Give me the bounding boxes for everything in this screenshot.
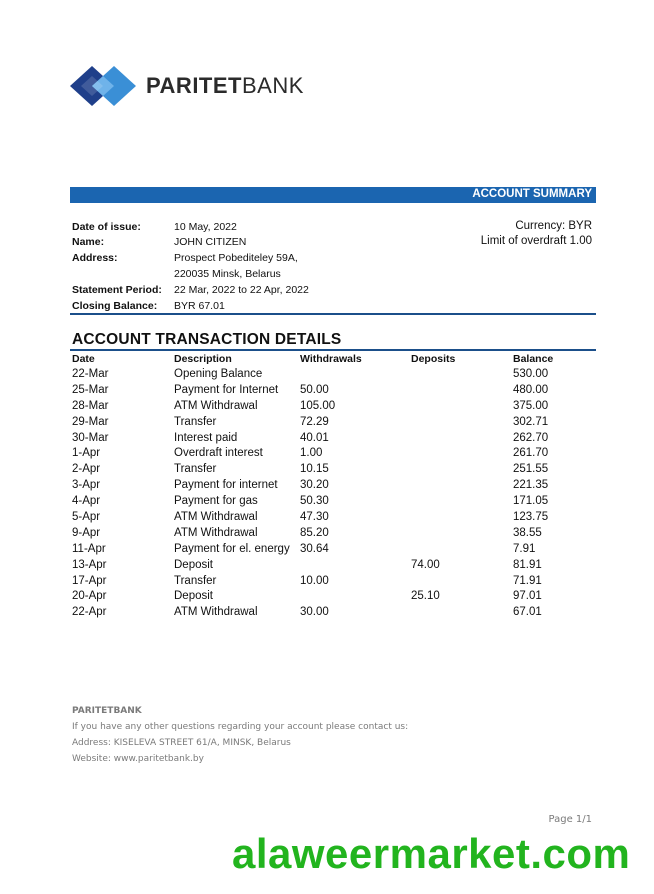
row-date: 22-Mar bbox=[72, 368, 109, 380]
table-row bbox=[0, 447, 654, 463]
row-balance: 38.55 bbox=[513, 526, 542, 539]
table-row bbox=[0, 479, 654, 495]
row-balance: 67.01 bbox=[513, 606, 542, 619]
row-withdrawal: 72.29 bbox=[300, 415, 329, 428]
overdraft-limit: Limit of overdraft 1.00 bbox=[480, 235, 592, 247]
page-number: Page 1/1 bbox=[548, 814, 592, 825]
footer-bank-name: PARITETBANK bbox=[72, 706, 142, 716]
row-description: Interest paid bbox=[174, 431, 238, 444]
row-date: 30-Mar bbox=[72, 431, 109, 444]
statement-period-value: 22 Mar, 2022 to 22 Apr, 2022 bbox=[174, 284, 309, 296]
date-of-issue-label: Date of issue: bbox=[72, 221, 141, 233]
row-date: 3-Apr bbox=[72, 479, 101, 492]
row-withdrawal: 40.01 bbox=[300, 431, 329, 444]
row-withdrawal: 10.00 bbox=[300, 574, 329, 587]
row-date: 17-Apr bbox=[72, 574, 107, 587]
table-row bbox=[0, 416, 654, 432]
row-deposit: 74.00 bbox=[411, 558, 440, 571]
row-balance: 262.70 bbox=[513, 431, 549, 444]
address-line1: Prospect Pobediteley 59A, bbox=[174, 252, 298, 264]
header-balance: Balance bbox=[513, 353, 554, 365]
row-balance: 81.91 bbox=[513, 558, 542, 571]
row-withdrawal: 10.15 bbox=[300, 463, 329, 476]
row-withdrawal: 30.20 bbox=[300, 479, 329, 492]
row-description: Opening Balance bbox=[174, 368, 263, 380]
address-label: Address: bbox=[72, 252, 118, 264]
row-description: Payment for internet bbox=[174, 479, 278, 492]
row-description: Transfer bbox=[174, 463, 217, 476]
date-of-issue-value: 10 May, 2022 bbox=[174, 221, 237, 233]
footer bbox=[72, 703, 408, 767]
footer-website: Website: www.paritetbank.by bbox=[72, 754, 204, 764]
row-date: 25-Mar bbox=[72, 383, 109, 396]
row-description: Deposit bbox=[174, 590, 213, 603]
account-summary-bar bbox=[70, 187, 596, 203]
name-label: Name: bbox=[72, 236, 105, 248]
row-date: 9-Apr bbox=[72, 526, 101, 539]
row-description: ATM Withdrawal bbox=[174, 399, 258, 412]
table-row bbox=[0, 606, 654, 622]
row-date: 2-Apr bbox=[72, 463, 101, 476]
row-date: 4-Apr bbox=[72, 495, 101, 508]
transactions-table bbox=[0, 368, 654, 622]
table-row bbox=[0, 527, 654, 543]
row-description: Payment for Internet bbox=[174, 383, 279, 396]
address-line2: 220035 Minsk, Belarus bbox=[174, 268, 281, 280]
row-balance: 221.35 bbox=[513, 479, 549, 492]
row-description: ATM Withdrawal bbox=[174, 511, 258, 524]
currency: Currency: BYR bbox=[515, 220, 592, 232]
header-description: Description bbox=[174, 353, 232, 365]
row-balance: 375.00 bbox=[513, 399, 549, 412]
bank-logo bbox=[68, 62, 304, 110]
row-withdrawal: 85.20 bbox=[300, 526, 329, 539]
row-withdrawal: 30.64 bbox=[300, 542, 329, 555]
header-deposits: Deposits bbox=[411, 353, 456, 365]
footer-address: Address: KISELEVA STREET 61/A, MINSK, Belarus bbox=[72, 738, 291, 748]
row-withdrawal: 30.00 bbox=[300, 606, 329, 619]
bank-logo-icon bbox=[68, 62, 138, 110]
table-row bbox=[0, 495, 654, 511]
row-withdrawal: 105.00 bbox=[300, 399, 336, 412]
row-date: 13-Apr bbox=[72, 558, 107, 571]
row-balance: 251.55 bbox=[513, 463, 549, 476]
table-row bbox=[0, 432, 654, 448]
watermark: alaweermarket.com bbox=[232, 830, 631, 877]
row-description: Payment for gas bbox=[174, 495, 258, 508]
table-row bbox=[0, 543, 654, 559]
closing-balance-label: Closing Balance: bbox=[72, 300, 158, 312]
row-description: Deposit bbox=[174, 558, 213, 571]
footer-contact: If you have any other questions regarding your account please contact us: bbox=[72, 722, 409, 732]
transactions-title: ACCOUNT TRANSACTION DETAILS bbox=[72, 331, 342, 348]
statement-period-label: Statement Period: bbox=[72, 284, 162, 296]
row-balance: 97.01 bbox=[513, 590, 542, 603]
table-row bbox=[0, 368, 654, 384]
table-row bbox=[0, 384, 654, 400]
row-description: ATM Withdrawal bbox=[174, 526, 258, 539]
row-description: Overdraft interest bbox=[174, 447, 263, 460]
table-row bbox=[0, 590, 654, 606]
table-row bbox=[0, 400, 654, 416]
row-balance: 480.00 bbox=[513, 383, 549, 396]
row-date: 20-Apr bbox=[72, 590, 107, 603]
table-row bbox=[0, 575, 654, 591]
row-withdrawal: 1.00 bbox=[300, 447, 323, 460]
transactions-divider bbox=[70, 349, 596, 351]
table-row bbox=[0, 463, 654, 479]
row-balance: 530.00 bbox=[513, 368, 549, 380]
row-description: ATM Withdrawal bbox=[174, 606, 258, 619]
row-date: 5-Apr bbox=[72, 511, 101, 524]
row-date: 29-Mar bbox=[72, 415, 109, 428]
table-row bbox=[0, 559, 654, 575]
row-date: 22-Apr bbox=[72, 606, 107, 619]
row-description: Transfer bbox=[174, 415, 217, 428]
row-date: 1-Apr bbox=[72, 447, 101, 460]
table-row bbox=[0, 511, 654, 527]
header-date: Date bbox=[72, 353, 95, 365]
row-withdrawal: 50.00 bbox=[300, 383, 329, 396]
summary-divider bbox=[70, 313, 596, 315]
row-balance: 7.91 bbox=[513, 542, 536, 555]
header-withdrawals: Withdrawals bbox=[300, 353, 362, 365]
row-withdrawal: 50.30 bbox=[300, 495, 329, 508]
row-date: 28-Mar bbox=[72, 399, 109, 412]
row-balance: 302.71 bbox=[513, 415, 549, 428]
row-description: Transfer bbox=[174, 574, 217, 587]
row-balance: 71.91 bbox=[513, 574, 542, 587]
row-balance: 171.05 bbox=[513, 495, 549, 508]
row-date: 11-Apr bbox=[72, 542, 106, 555]
account-summary-label: ACCOUNT SUMMARY bbox=[472, 188, 592, 200]
row-withdrawal: 47.30 bbox=[300, 511, 329, 524]
row-deposit: 25.10 bbox=[411, 590, 440, 603]
row-balance: 261.70 bbox=[513, 447, 549, 460]
closing-balance-value: BYR 67.01 bbox=[174, 300, 225, 312]
bank-logo-text: PARITETBANK bbox=[146, 73, 304, 98]
row-balance: 123.75 bbox=[513, 511, 549, 524]
row-description: Payment for el. energy bbox=[174, 542, 290, 555]
name-value: JOHN CITIZEN bbox=[174, 236, 247, 248]
